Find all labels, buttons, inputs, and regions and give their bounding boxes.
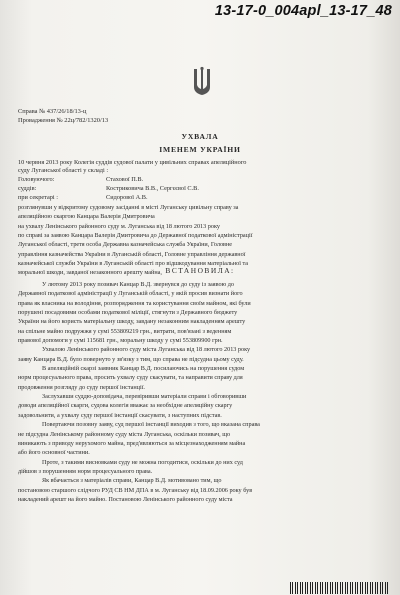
text-line: порушені посадовими особами податкової міліції, стягнути з Державного бюджету bbox=[18, 309, 238, 317]
document-title: УХВАЛА bbox=[181, 132, 219, 141]
text-line: права як власника на володіння, розпорядження та користування своїм майном, які були bbox=[18, 299, 251, 307]
text-line: або його основної частини. bbox=[18, 449, 90, 457]
text-line: У лютому 2013 року позивач Канцар В.Д. звернувся до суду із заявою до bbox=[42, 281, 235, 288]
text-line: доводи апеляційної скарги, судова колегія вважає за необхідне апеляційну скаргу bbox=[18, 402, 233, 410]
text-line: заяву Канцара В.Д. було повернуто у зв'язку з тим, що справа не підсудна цьому суду. bbox=[18, 355, 244, 363]
secretary-name: Сидорової А.В. bbox=[106, 194, 148, 201]
text-line: Заслухавши суддю-доповідача, перевіривши матеріали справи і обговоривши bbox=[42, 393, 247, 401]
text-line: дійшов з порушенням норм процесуального права. bbox=[18, 467, 153, 475]
text-line: норм процесуального права, просить ухвалу суду скасувати, та направити справу для bbox=[18, 374, 243, 382]
text-line: В апеляційній скарзі заявник Канцар В.Д. посилаючись на порушення судом bbox=[42, 365, 245, 373]
text-line: задовольнити, а ухвалу суду першої інстанції скасувати, з наступних підстав. bbox=[18, 411, 222, 419]
text-line: постановою старшого слідчого РУД СВ НМ ДПА в м. Луганську від 18.09.2006 року був bbox=[18, 486, 253, 494]
text-line: Проте, з такими висновками суду не можна погодитися, оскільки до них суд bbox=[42, 458, 243, 466]
presiding-name: Стахової П.В. bbox=[106, 176, 144, 183]
document-id-label: 13-17-0_004apl_13-17_48 bbox=[214, 3, 392, 19]
text-line: казначейської служби України в Луганській області про відшкодування матеріальної та bbox=[18, 260, 248, 268]
judges-label: суддів: bbox=[18, 185, 37, 192]
text-line: моральної шкоди, завданої незаконного арешту майна, bbox=[18, 269, 162, 277]
in-the-name-heading: ІМЕНЕМ УКРАЇНИ bbox=[159, 145, 241, 154]
text-line: на спільне майно подружжя у сумі 553809219 грн., витрати, пов'язані з веденням bbox=[18, 327, 232, 335]
text-line: Як вбачається з матеріалів справи, Канцар В.Д. мотивовано тим, що bbox=[42, 477, 222, 485]
case-number: Справа № 437/26/18/13-ц bbox=[18, 108, 87, 115]
text-line: по справі за заявою Канцара Валерія Дмитровича до Державної податкової адміністрації bbox=[18, 232, 253, 240]
date-line: 10 червня 2013 року Колегія суддів судової палати у цивільних справах апеляційного bbox=[18, 159, 247, 166]
text-line: Повертаючи позовну заяву, суд першої інстанції виходив з того, що вказана справа bbox=[42, 421, 260, 429]
presiding-label: Головуючого: bbox=[18, 176, 55, 183]
established-paragraphs bbox=[18, 280, 388, 504]
secretary-label: при секретарі : bbox=[18, 194, 58, 201]
text-line: України на його користь матеріальну шкоду, завдану незаконним накладенням арешту bbox=[18, 318, 246, 326]
text-line: виникають з приводу нерухомого майна, пред'являються за місцезнаходженням майна bbox=[18, 439, 246, 447]
text-line: накладений арешт на його майно. Постановою Ленінського районного суду міста bbox=[18, 495, 233, 503]
established-heading: ВСТАНОВИЛА: bbox=[165, 266, 235, 275]
court-line: суду Луганської області у складі : bbox=[18, 167, 109, 174]
text-line: Ухвалою Ленінського районного суду міста Луганська від 18 лютого 2013 року bbox=[42, 346, 251, 354]
text-line: не підсудна Ленінському районному суду міста Луганська, оскільки позивач, що bbox=[18, 430, 231, 438]
judges-names: Костриковича В.В., Сергєєвої С.В. bbox=[106, 185, 199, 192]
text-line: правової допомоги у сумі 115681 грн., моральну шкоду у сумі 553809900 грн. bbox=[18, 337, 223, 345]
trident-emblem-icon bbox=[192, 66, 212, 96]
barcode bbox=[290, 582, 390, 594]
text-line: Луганської області, третя особа Державна казначейська служба України, Головне bbox=[18, 241, 233, 249]
text-line: розглянувши у відкритому судовому засіданні в місті Луганську цивільну справу за bbox=[18, 204, 239, 211]
text-line: управління казначейства України в Луганській області, Головне управління державної bbox=[18, 250, 246, 258]
text-line: на ухвалу Ленінського районного суду м. Луганська від 18 лютого 2013 року bbox=[18, 222, 220, 230]
proceeding-number: Провадження № 22ц/782/1320/13 bbox=[18, 117, 109, 124]
text-line: Державної податкової адміністрації у Луганській області, у якій просив визнати його bbox=[18, 290, 243, 298]
text-line: продовження розгляду до суду першої інстанції. bbox=[18, 383, 145, 391]
text-line: апеляційною скаргою Канцара Валерія Дмитровича bbox=[18, 213, 155, 221]
